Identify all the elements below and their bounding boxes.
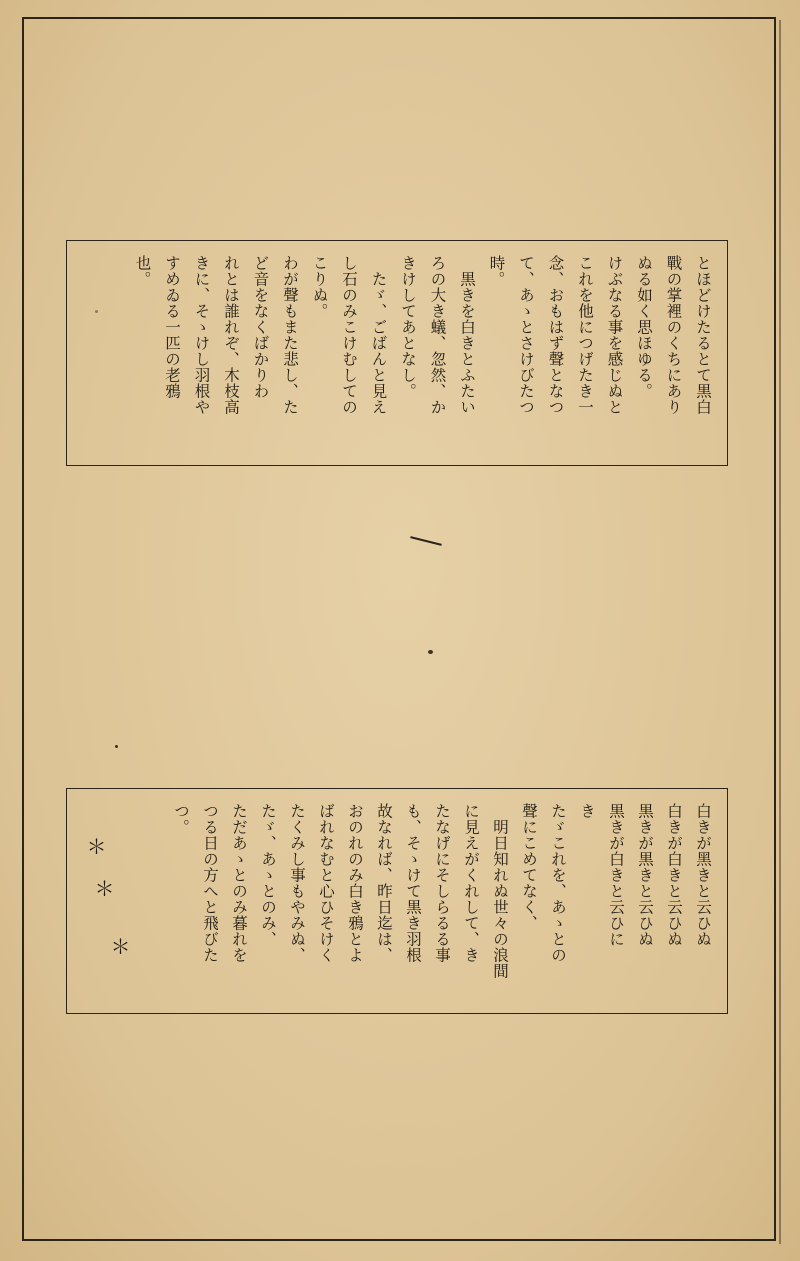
ink-speck [428, 650, 433, 654]
text-box-lower [66, 788, 728, 1014]
ink-speck [95, 310, 98, 313]
asterisk-2: ＊ [91, 878, 115, 898]
text-box-upper [66, 240, 728, 466]
asterisk-3: ＊ [107, 936, 131, 956]
border-shadow [779, 20, 781, 1244]
asterisk-1: ＊ [83, 836, 107, 856]
asterism [80, 836, 128, 856]
poem-passage-upper: とほどけたるとて黒白 戰の掌裡のくちにあり ぬる如く思ほゆる。 けぶなる事を感じぬと これを他につげたき一 念、おもはず聲となつ て、あゝとさけびたつ 時。 黒きを白きとふたい ろの大き蟻、忽然、か きけしてあとなし。 たゞ、ごばんと見え し石のみこけむしての こりぬ。 わが聲もまた悲し、た ど音をなくばかりわ れとは誰れぞ、木枝高 きに、そゝけし羽根や すめゐる一匹の老鴉 也。 [133, 255, 712, 415]
page-border [22, 17, 776, 1241]
asterism-3 [104, 936, 134, 956]
ink-speck [115, 745, 118, 748]
asterism-2 [88, 878, 118, 898]
poem-passage-lower: 白きが黑きと云ひぬ 白きが白きと云ひぬ 黒きが黒きと云ひぬ 黒きが白きと云ひに き たゞこれを、あゝとの 聲にこめてなく、 明日知れぬ世々の浪間 に見えがくれして、き たなげにそしらるる事 も、そゝけて黒き羽根 故なれば、昨日迄は、 おのれのみ白き鴉とよ ばれなむと心ひそけく たくみし事もやみぬ、 たゞ、あゝとのみ、 ただあゝとのみ暮れを つる日の方へと飛びた つ。 [172, 803, 712, 979]
